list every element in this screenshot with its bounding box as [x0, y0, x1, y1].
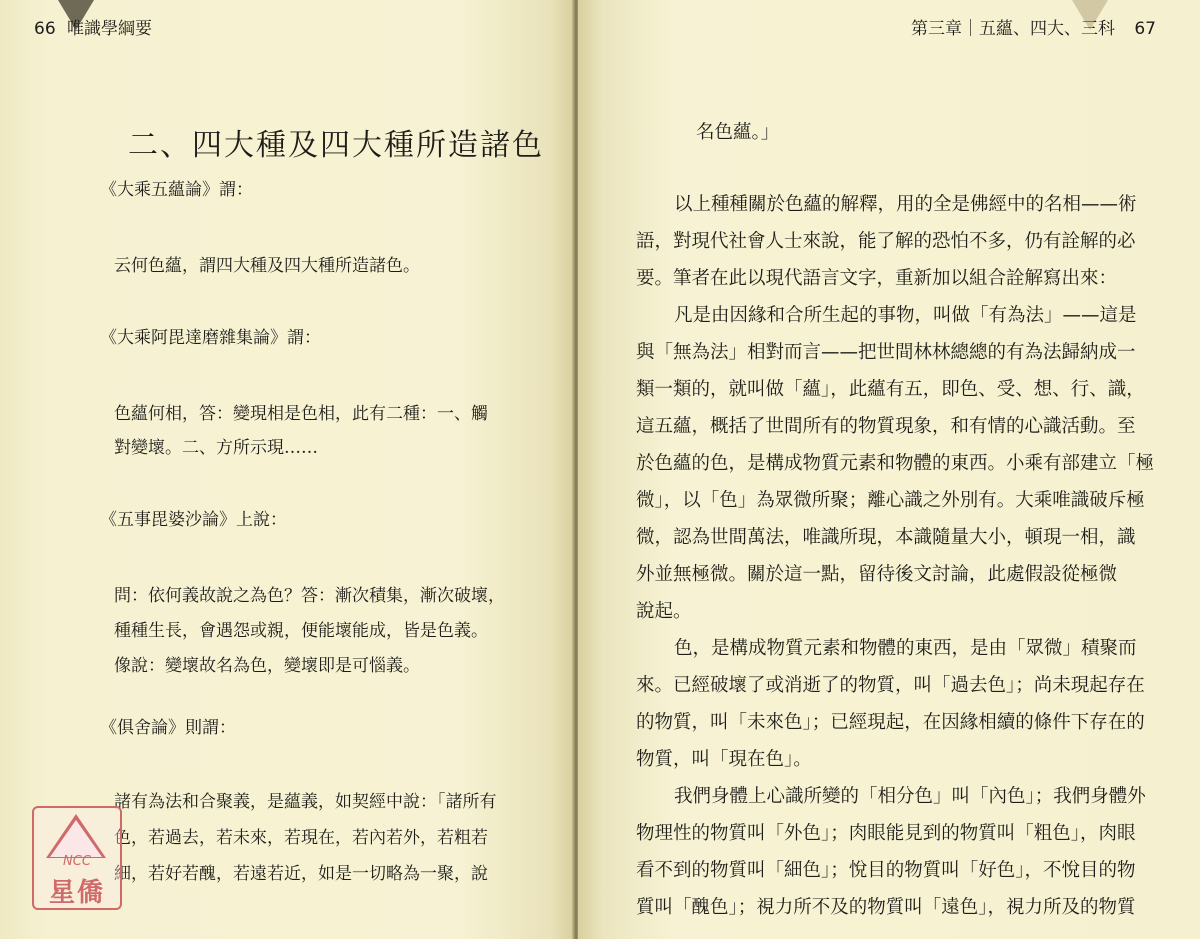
- body-line: 說起。: [636, 601, 692, 622]
- body-line: 的物質，叫「未來色」；已經現起，在因緣相續的條件下存在的: [636, 712, 1145, 733]
- body-line: 物理性的物質叫「外色」；肉眼能見到的物質叫「粗色」，肉眼: [636, 823, 1136, 844]
- quote-source-line: 《五事毘婆沙論》上說：: [100, 510, 287, 530]
- body-line: 與「無為法」相對而言——把世間林林總總的有為法歸納成一: [636, 342, 1136, 363]
- quote-source-line: 《大乘阿毘達磨雜集論》謂：: [100, 328, 321, 348]
- quote-line: 對變壞。二、方所示現……: [114, 438, 318, 458]
- stamp-text-zh: 星僑: [48, 878, 105, 908]
- quote-line: 諸有為法和合聚義，是蘊義，如契經中說：「諸所有: [114, 792, 497, 812]
- quote-line: 色蘊何相，答：變現相是色相，此有二種：一、觸: [114, 404, 488, 424]
- quote-line: 種種生長，會遇怨或親，便能壞能成，皆是色義。: [114, 621, 488, 641]
- left-page-number: 66: [34, 19, 56, 39]
- quote-line: 云何色蘊，謂四大種及四大種所造諸色。: [114, 256, 420, 276]
- body-line: 凡是由因緣和合所生起的事物，叫做「有為法」——這是: [674, 305, 1137, 326]
- quote-source-line: 《俱舍論》則謂：: [100, 718, 236, 738]
- section-title: 二、四大種及四大種所造諸色: [128, 128, 544, 163]
- body-line: 外並無極微。關於這一點，留待後文討論，此處假設從極微: [636, 564, 1118, 585]
- left-page: [0, 0, 574, 939]
- body-line: 類一類的，就叫做「蘊」，此蘊有五，即色、受、想、行、識，: [636, 379, 1145, 400]
- body-line: 微」，以「色」為眾微所聚；離心識之外別有。大乘唯識破斥極: [636, 490, 1145, 511]
- stamp-text-en: NCC: [63, 854, 91, 869]
- quote-line: 問：依何義故說之為色？答：漸次積集，漸次破壞，: [114, 586, 505, 606]
- book-title: 唯識學綱要: [67, 19, 153, 39]
- right-page-number: 67: [1134, 19, 1156, 39]
- body-line: 語，對現代社會人士來說，能了解的恐怕不多，仍有詮解的必: [636, 231, 1136, 252]
- body-line: 名色蘊。」: [696, 122, 780, 143]
- quote-line: 像說：變壞故名為色，變壞即是可惱義。: [114, 656, 420, 676]
- body-line: 我們身體上心識所變的「相分色」叫「內色」；我們身體外: [674, 786, 1146, 807]
- chapter-title: 第三章｜五蘊、四大、三科: [910, 19, 1115, 39]
- watermark-stamp: [32, 806, 122, 910]
- body-line: 質叫「醜色」；視力所不及的物質叫「遠色」，視力所及的物質: [636, 897, 1136, 918]
- body-line: 微，認為世間萬法，唯識所現，本識隨量大小，頓現一相，識: [636, 527, 1136, 548]
- body-line: 於色蘊的色，是構成物質元素和物體的東西。小乘有部建立「極: [636, 453, 1155, 474]
- body-line: 看不到的物質叫「細色」；悅目的物質叫「好色」，不悅目的物: [636, 860, 1136, 881]
- quote-line: 色，若過去，若未來，若現在，若內若外，若粗若: [114, 828, 488, 848]
- quote-line: 細，若好若醜，若遠若近，如是一切略為一聚，說: [114, 864, 488, 884]
- left-running-head: [34, 14, 152, 39]
- body-line: 物質，叫「現在色」。: [636, 749, 812, 770]
- right-running-head: [911, 14, 1156, 39]
- right-page: [578, 0, 1200, 939]
- body-line: 以上種種關於色蘊的解釋，用的全是佛經中的名相——術: [674, 194, 1137, 215]
- body-line: 要。筆者在此以現代語言文字，重新加以組合詮解寫出來：: [636, 268, 1118, 289]
- body-line: 來。已經破壞了或消逝了的物質，叫「過去色」；尚未現起存在: [636, 675, 1145, 696]
- body-line: 這五蘊，概括了世間所有的物質現象，和有情的心識活動。至: [636, 416, 1136, 437]
- body-line: 色，是構成物質元素和物體的東西，是由「眾微」積聚而: [674, 638, 1137, 659]
- quote-source-line: 《大乘五蘊論》謂：: [100, 180, 253, 200]
